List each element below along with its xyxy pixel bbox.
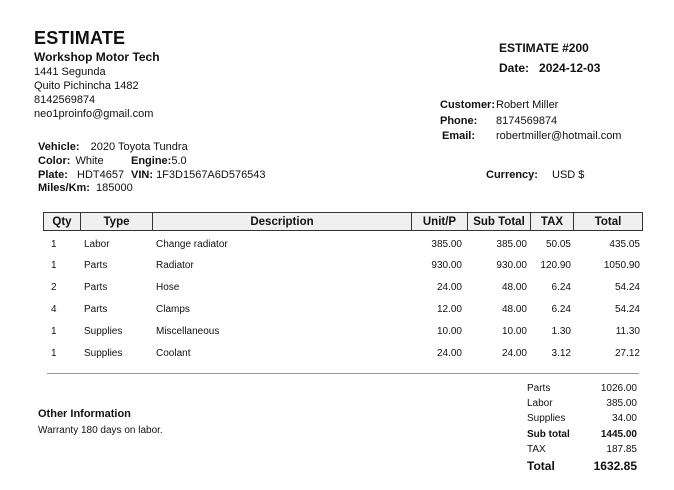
table-row xyxy=(43,239,643,255)
cell-type: Labor xyxy=(84,239,110,250)
table-row xyxy=(43,282,643,298)
company-address-line1: 1441 Segunda xyxy=(34,66,106,78)
summary-total xyxy=(527,459,637,475)
cell-description: Coolant xyxy=(156,348,191,359)
cell-total: 435.05 xyxy=(609,239,640,250)
cell-description: Change radiator xyxy=(156,239,228,250)
estimate-number xyxy=(499,41,589,55)
cell-total: 27.12 xyxy=(614,348,640,359)
summary-tax-value: 187.85 xyxy=(606,444,637,455)
header-total: Total xyxy=(594,215,622,228)
cell-subtotal: 385.00 xyxy=(496,239,527,250)
cell-total: 54.24 xyxy=(614,304,640,315)
summary-tax xyxy=(527,444,637,458)
vin-line xyxy=(131,169,266,181)
company-name: Workshop Motor Tech xyxy=(34,50,160,64)
cell-qty: 1 xyxy=(51,260,57,271)
plate-value: HDT4657 xyxy=(77,169,125,181)
cell-type: Supplies xyxy=(84,326,123,337)
currency-value: USD $ xyxy=(552,169,585,181)
cell-qty: 1 xyxy=(51,326,57,337)
vin-value: 1F3D1567A6D576543 xyxy=(156,169,266,181)
summary-supplies-value: 34.00 xyxy=(611,413,637,424)
cell-tax: 3.12 xyxy=(551,348,571,359)
header-description: Description xyxy=(153,213,412,230)
table-row xyxy=(43,304,643,320)
cell-qty: 1 xyxy=(51,348,57,359)
cell-unit-price: 930.00 xyxy=(431,260,462,271)
estimate-date-value: 2024-12-03 xyxy=(539,61,601,75)
company-address-line2: Quito Pichincha 1482 xyxy=(34,80,139,92)
summary-total-value: 1632.85 xyxy=(593,459,637,473)
summary-parts-label: Parts xyxy=(527,383,551,394)
cell-description: Hose xyxy=(156,282,180,293)
header-subtotal: Sub Total xyxy=(468,213,531,230)
color-label: Color: xyxy=(38,155,71,167)
summary-labor-label: Labor xyxy=(527,398,553,409)
plate-label: Plate: xyxy=(38,169,68,181)
cell-subtotal: 24.00 xyxy=(501,348,527,359)
summary-supplies-label: Supplies xyxy=(527,413,566,424)
cell-unit-price: 24.00 xyxy=(436,348,462,359)
cell-unit-price: 10.00 xyxy=(436,326,462,337)
table-divider xyxy=(47,373,639,374)
company-email: neo1proinfo@gmail.com xyxy=(34,108,154,120)
cell-type: Parts xyxy=(84,304,108,315)
summary-subtotal xyxy=(527,429,637,443)
company-phone: 8142569874 xyxy=(34,94,96,106)
cell-tax: 120.90 xyxy=(540,260,571,271)
summary-labor xyxy=(527,398,637,412)
cell-unit-price: 24.00 xyxy=(436,282,462,293)
cell-total: 54.24 xyxy=(614,282,640,293)
cell-total: 11.30 xyxy=(615,326,640,337)
summary-supplies xyxy=(527,413,637,427)
cell-qty: 4 xyxy=(51,304,57,315)
vehicle-value: 2020 Toyota Tundra xyxy=(90,141,188,153)
cell-unit-price: 12.00 xyxy=(436,304,462,315)
cell-type: Parts xyxy=(84,260,108,271)
table-row xyxy=(43,260,643,276)
engine-line xyxy=(131,155,187,167)
header-type: Type xyxy=(81,213,153,230)
color-engine-line xyxy=(38,155,104,167)
vin-label: VIN: xyxy=(131,169,153,181)
summary-subtotal-label: Sub total xyxy=(527,429,570,440)
document-title: ESTIMATE xyxy=(34,28,126,48)
estimate-number-label: ESTIMATE # xyxy=(499,41,569,55)
cell-unit-price: 385.00 xyxy=(431,239,462,250)
customer-email: robertmiller@hotmail.com xyxy=(496,130,622,142)
customer-phone-label: Phone: xyxy=(440,115,478,127)
engine-label: Engine: xyxy=(131,155,172,167)
estimate-date-label: Date: xyxy=(499,61,530,75)
cell-tax: 50.05 xyxy=(545,239,571,250)
cell-type: Parts xyxy=(84,282,108,293)
miles-line xyxy=(38,182,133,194)
cell-tax: 1.30 xyxy=(551,326,571,337)
cell-total: 1050.90 xyxy=(603,260,640,271)
header-unit-price: Unit/P xyxy=(412,213,468,230)
color-value: White xyxy=(75,155,104,167)
currency-label: Currency: xyxy=(486,169,538,181)
summary-labor-value: 385.00 xyxy=(606,398,637,409)
other-info-text: Warranty 180 days on labor. xyxy=(38,425,163,436)
header-qty: Qty xyxy=(44,213,81,230)
summary-parts xyxy=(527,383,637,397)
cell-tax: 6.24 xyxy=(551,304,571,315)
cell-description: Clamps xyxy=(156,304,190,315)
cell-tax: 6.24 xyxy=(551,282,571,293)
other-info-title: Other Information xyxy=(38,408,131,420)
customer-email-label: Email: xyxy=(442,130,476,142)
cell-subtotal: 48.00 xyxy=(501,304,527,315)
estimate-date xyxy=(499,61,600,75)
vehicle-line xyxy=(38,141,188,153)
cell-type: Supplies xyxy=(84,348,123,359)
summary-subtotal-value: 1445.00 xyxy=(600,429,637,440)
cell-qty: 1 xyxy=(51,239,57,250)
cell-description: Miscellaneous xyxy=(156,326,220,337)
header-tax: TAX xyxy=(531,213,574,230)
summary-parts-value: 1026.00 xyxy=(600,383,637,394)
summary-total-label: Total xyxy=(527,459,555,473)
cell-subtotal: 930.00 xyxy=(496,260,527,271)
table-row xyxy=(43,348,643,364)
customer-name-label: Customer: xyxy=(440,99,496,111)
cell-subtotal: 10.00 xyxy=(501,326,527,337)
summary-tax-label: TAX xyxy=(527,444,546,455)
cell-subtotal: 48.00 xyxy=(501,282,527,293)
vehicle-label: Vehicle: xyxy=(38,141,80,153)
customer-name: Robert Miller xyxy=(496,99,559,111)
customer-phone: 8174569874 xyxy=(496,115,558,127)
engine-value: 5.0 xyxy=(171,155,187,167)
estimate-number-value: 200 xyxy=(568,41,589,55)
cell-qty: 2 xyxy=(51,282,57,293)
miles-value: 185000 xyxy=(96,182,133,194)
plate-line xyxy=(38,169,124,181)
items-table-header xyxy=(43,212,643,231)
miles-label: Miles/Km: xyxy=(38,182,90,194)
cell-description: Radiator xyxy=(156,260,194,271)
table-row xyxy=(43,326,643,342)
